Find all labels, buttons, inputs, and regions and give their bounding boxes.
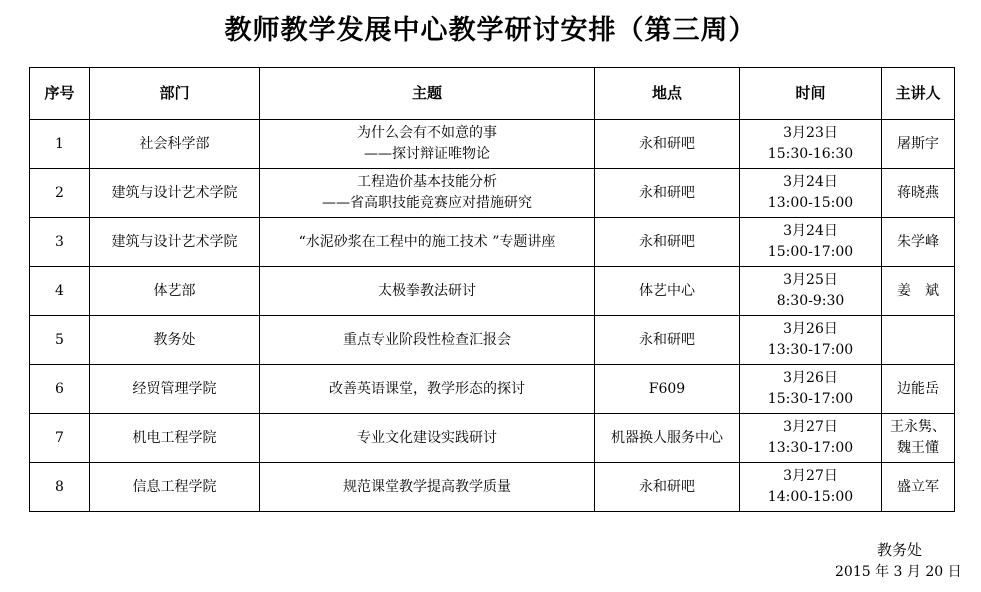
speaker-line: 边能岳 — [897, 380, 939, 397]
cell-time — [740, 414, 882, 463]
cell-place: 体艺中心 — [595, 267, 740, 316]
cell-speaker — [882, 169, 955, 218]
table-row — [30, 365, 955, 414]
date-line: 3月26日 — [783, 321, 838, 337]
table-header-row — [30, 68, 955, 120]
cell-topic — [260, 267, 595, 316]
speaker-line: 屠斯宇 — [897, 135, 939, 152]
speaker-line: 蒋晓燕 — [897, 184, 939, 201]
header-topic: 主题 — [260, 68, 595, 120]
cell-dept: 社会科学部 — [90, 120, 260, 169]
cell-place: 永和研吧 — [595, 218, 740, 267]
time-line: 8:30-9:30 — [776, 293, 845, 309]
header-no: 序号 — [30, 68, 90, 120]
header-place: 地点 — [595, 68, 740, 120]
table-row — [30, 316, 955, 365]
date-line: 3月27日 — [783, 468, 838, 484]
cell-time — [740, 218, 882, 267]
time-line: 13:00-15:00 — [767, 195, 854, 211]
footer-date: 2015 年 3 月 20 日 — [835, 564, 962, 580]
cell-time — [740, 365, 882, 414]
cell-speaker — [882, 120, 955, 169]
cell-place: 永和研吧 — [595, 316, 740, 365]
topic-line: 工程造价基本技能分析 — [357, 174, 497, 190]
cell-dept: 建筑与设计艺术学院 — [90, 218, 260, 267]
table-row — [30, 267, 955, 316]
speaker-line: 王永隽、 — [890, 419, 946, 435]
topic-line: “水泥砂浆在工程中的施工技术 ”专题讲座 — [298, 233, 556, 250]
cell-place: 永和研吧 — [595, 169, 740, 218]
cell-dept: 教务处 — [90, 316, 260, 365]
cell-no: 3 — [30, 218, 90, 267]
cell-topic — [260, 365, 595, 414]
header-time: 时间 — [740, 68, 882, 120]
cell-speaker — [882, 267, 955, 316]
date-line: 3月26日 — [783, 370, 838, 386]
date-line: 3月23日 — [783, 125, 838, 141]
cell-dept: 信息工程学院 — [90, 463, 260, 512]
date-line: 3月24日 — [783, 174, 838, 190]
time-line: 15:00-17:00 — [767, 244, 854, 260]
cell-dept: 经贸管理学院 — [90, 365, 260, 414]
speaker-line: 盛立军 — [897, 478, 939, 495]
topic-line: ——探讨辩证唯物论 — [364, 146, 490, 162]
cell-speaker — [882, 365, 955, 414]
time-line: 15:30-17:00 — [767, 391, 854, 407]
cell-no: 4 — [30, 267, 90, 316]
cell-no: 7 — [30, 414, 90, 463]
time-line: 15:30-16:30 — [767, 146, 854, 162]
cell-no: 2 — [30, 169, 90, 218]
speaker-line: 魏王懂 — [897, 440, 939, 456]
table-row — [30, 414, 955, 463]
page-title: 教师教学发展中心教学研讨安排（第三周） — [224, 15, 757, 46]
footer-department: 教务处 — [877, 541, 923, 559]
time-line: 14:00-15:00 — [767, 489, 854, 505]
cell-time — [740, 267, 882, 316]
cell-dept: 机电工程学院 — [90, 414, 260, 463]
table-row — [30, 218, 955, 267]
time-line: 13:30-17:00 — [767, 342, 854, 358]
cell-no: 8 — [30, 463, 90, 512]
cell-topic — [260, 463, 595, 512]
cell-topic — [260, 414, 595, 463]
speaker-line: 姜 斌 — [897, 282, 939, 299]
header-dept: 部门 — [90, 68, 260, 120]
cell-place: 永和研吧 — [595, 463, 740, 512]
table-row — [30, 169, 955, 218]
table-row — [30, 120, 955, 169]
date-line: 3月25日 — [783, 272, 838, 288]
date-line: 3月24日 — [783, 223, 838, 239]
time-line: 13:30-17:00 — [767, 440, 854, 456]
cell-no: 6 — [30, 365, 90, 414]
speaker-line: 朱学峰 — [897, 233, 939, 250]
cell-speaker — [882, 316, 955, 365]
cell-dept: 体艺部 — [90, 267, 260, 316]
cell-speaker — [882, 218, 955, 267]
cell-place: 永和研吧 — [595, 120, 740, 169]
cell-dept: 建筑与设计艺术学院 — [90, 169, 260, 218]
cell-topic — [260, 120, 595, 169]
topic-line: 重点专业阶段性检查汇报会 — [343, 331, 511, 348]
topic-line: 改善英语课堂，教学形态的探讨 — [329, 380, 525, 397]
topic-line: 太极拳教法研讨 — [378, 282, 476, 299]
schedule-table — [29, 67, 955, 512]
topic-line: 为什么会有不如意的事 — [357, 125, 497, 141]
cell-time — [740, 169, 882, 218]
cell-place: F609 — [595, 365, 740, 414]
topic-line: 专业文化建设实践研讨 — [357, 429, 497, 446]
cell-no: 1 — [30, 120, 90, 169]
cell-time — [740, 463, 882, 512]
cell-speaker — [882, 414, 955, 463]
cell-no: 5 — [30, 316, 90, 365]
cell-topic — [260, 316, 595, 365]
cell-topic — [260, 218, 595, 267]
cell-place: 机器换人服务中心 — [595, 414, 740, 463]
topic-line: ——省高职技能竞赛应对措施研究 — [322, 195, 532, 211]
cell-speaker — [882, 463, 955, 512]
cell-time — [740, 316, 882, 365]
cell-time — [740, 120, 882, 169]
table-row — [30, 463, 955, 512]
header-speaker: 主讲人 — [882, 68, 955, 120]
topic-line: 规范课堂教学提高教学质量 — [343, 478, 511, 495]
date-line: 3月27日 — [783, 419, 838, 435]
cell-topic — [260, 169, 595, 218]
